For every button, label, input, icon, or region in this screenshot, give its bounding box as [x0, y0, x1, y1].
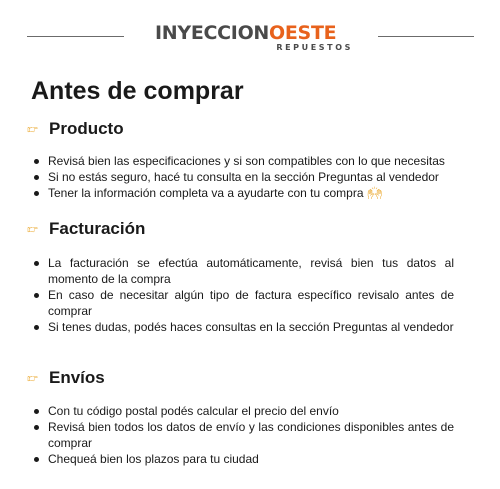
logo-subtitle: REPUESTOS: [276, 43, 353, 52]
logo-wordmark: [155, 22, 336, 44]
list-item: Revisá bien las especificaciones y si son compatibles con lo que necesitas: [30, 153, 454, 169]
list-item: [30, 185, 454, 201]
list-item: Si tenes dudas, podés haces consultas en la sección Preguntas al vendedor: [30, 319, 454, 335]
section-header-envios: [27, 366, 105, 390]
list-item: La facturación se efectúa automáticamente, revisá bien tus datos al momento de la compra: [30, 255, 454, 287]
list-item: Con tu código postal podés calcular el precio del envío: [30, 403, 454, 419]
section-title: Producto: [49, 119, 124, 138]
raised-hands-icon: 🙌︎: [366, 186, 383, 200]
header: [0, 0, 500, 60]
section-title: Facturación: [49, 219, 146, 238]
pointing-hand-icon: 👉︎: [27, 120, 38, 137]
list-item: En caso de necesitar algún tipo de factura específico revisalo antes de comprar: [30, 287, 454, 319]
list-item-text: Tener la información completa va a ayudarte con tu compra: [48, 186, 364, 200]
page-title: Antes de comprar: [31, 77, 244, 105]
section-title: Envíos: [49, 368, 105, 387]
brand-logo: [155, 22, 355, 54]
pointing-hand-icon: 👉︎: [27, 220, 38, 237]
section-list-facturacion: [30, 255, 454, 335]
logo-text-accent: OESTE: [269, 22, 337, 44]
pointing-hand-icon: 👉︎: [27, 369, 38, 386]
header-divider-left: [27, 36, 124, 37]
list-item: Si no estás seguro, hacé tu consulta en la sección Preguntas al vendedor: [30, 169, 454, 185]
list-item: Chequeá bien los plazos para tu ciudad: [30, 451, 454, 467]
section-header-producto: [27, 117, 124, 141]
section-list-envios: [30, 403, 454, 467]
header-divider-right: [378, 36, 474, 37]
section-list-producto: [30, 153, 454, 201]
logo-text-primary: INYECCION: [155, 22, 270, 44]
list-item: Revisá bien todos los datos de envío y las condiciones disponibles antes de comprar: [30, 419, 454, 451]
section-header-facturacion: [27, 217, 145, 241]
